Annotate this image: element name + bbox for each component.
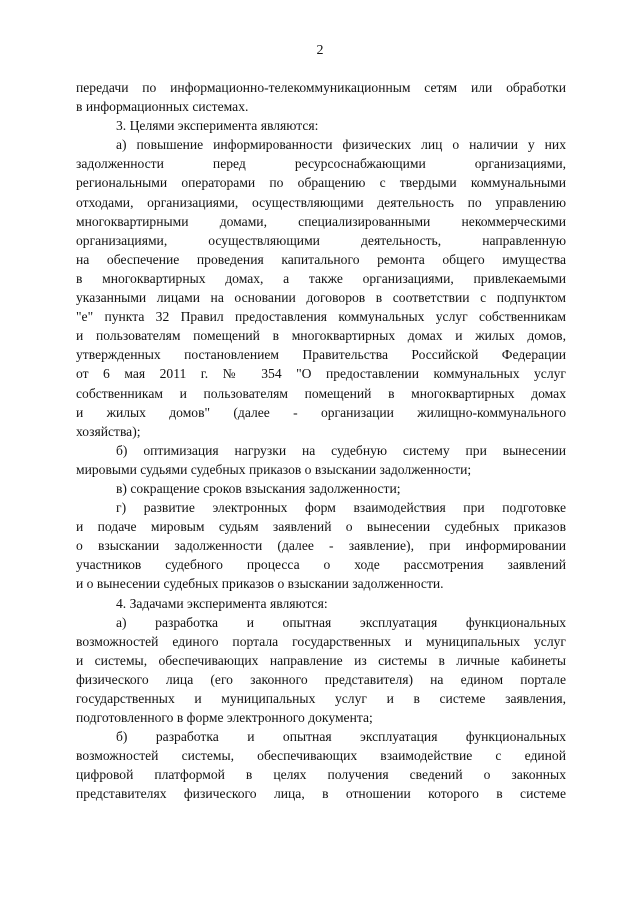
text-line: отходами, организациями, осуществляющими деятельность по управлению <box>76 194 566 210</box>
text-line: и системы, обеспечивающих направление из системы в личные кабинеты <box>76 652 566 668</box>
text-line: организациями, осуществляющими деятельность, направленную <box>76 232 566 248</box>
text-line: передачи по информационно-телекоммуникационным сетям или обработки <box>76 80 566 95</box>
text-line: 3. Целями эксперимента являются: <box>116 118 319 134</box>
text-line: указанными лицами на основании договоров в соответствии с подпунктом <box>76 290 566 306</box>
text-line: в информационных системах. <box>76 99 249 115</box>
text-line: возможностей системы, обеспечивающих взаимодействие с единой <box>76 748 566 764</box>
text-line: собственникам и пользователям помещений в многоквартирных домах <box>76 385 566 401</box>
text-line: цифровой платформой в целях получения сведений о законных <box>76 767 566 783</box>
text-line: 4. Задачами эксперимента являются: <box>116 595 328 611</box>
text-line: мировыми судьями судебных приказов о взыскании задолженности; <box>76 461 472 477</box>
text-line: на обеспечение проведения капитального ремонта общего имущества <box>76 251 566 267</box>
text-line: б) оптимизация нагрузки на судебную систему при вынесении <box>116 442 566 458</box>
text-line: задолженности перед ресурсоснабжающими организациями, <box>76 156 566 172</box>
text-line: а) повышение информированности физических лиц о наличии у них <box>116 137 566 153</box>
text-line: в многоквартирных домах, а также организациями, привлекаемыми <box>76 270 566 286</box>
document-body <box>76 78 566 804</box>
text-line: и о вынесении судебных приказов о взыскании задолженности. <box>76 576 444 592</box>
text-line: и жилых домов" (далее - организации жилищно-коммунального <box>76 404 566 420</box>
text-line: представителях физического лица, в отношении которого в системе <box>76 786 566 802</box>
text-line: г) развитие электронных форм взаимодействия при подготовке <box>116 500 566 516</box>
text-line: б) разработка и опытная эксплуатация функциональных <box>116 729 566 745</box>
text-line: от 6 мая 2011 г. № 354 "О предоставлении коммунальных услуг <box>76 366 566 382</box>
text-line: и пользователям помещений в многоквартирных домах и жилых домов, <box>76 328 566 344</box>
text-line: "е" пункта 32 Правил предоставления коммунальных услуг собственникам <box>76 309 566 325</box>
text-line: в) сокращение сроков взыскания задолженности; <box>116 480 401 496</box>
text-line: физического лица (его законного представителя) на едином портале <box>76 671 566 687</box>
text-line: подготовленного в форме электронного документа; <box>76 710 373 726</box>
text-line: многоквартирными домами, специализированными некоммерческими <box>76 213 566 229</box>
text-line: а) разработка и опытная эксплуатация функциональных <box>116 614 566 630</box>
text-line: региональными операторами по обращению с твердыми коммунальными <box>76 175 566 191</box>
text-line: возможностей единого портала государственных и муниципальных услуг <box>76 633 566 649</box>
text-line: и подаче мировым судьям заявлений о вынесении судебных приказов <box>76 519 566 535</box>
text-line: утвержденных постановлением Правительства Российской Федерации <box>76 347 566 363</box>
text-line: государственных и муниципальных услуг и в системе заявления, <box>76 691 566 706</box>
text-line: хозяйства); <box>76 423 141 439</box>
text-line: участников судебного процесса о ходе рассмотрения заявлений <box>76 557 566 573</box>
page-number: 2 <box>316 43 324 58</box>
text-line: о взыскании задолженности (далее - заявление), при информировании <box>76 538 566 554</box>
